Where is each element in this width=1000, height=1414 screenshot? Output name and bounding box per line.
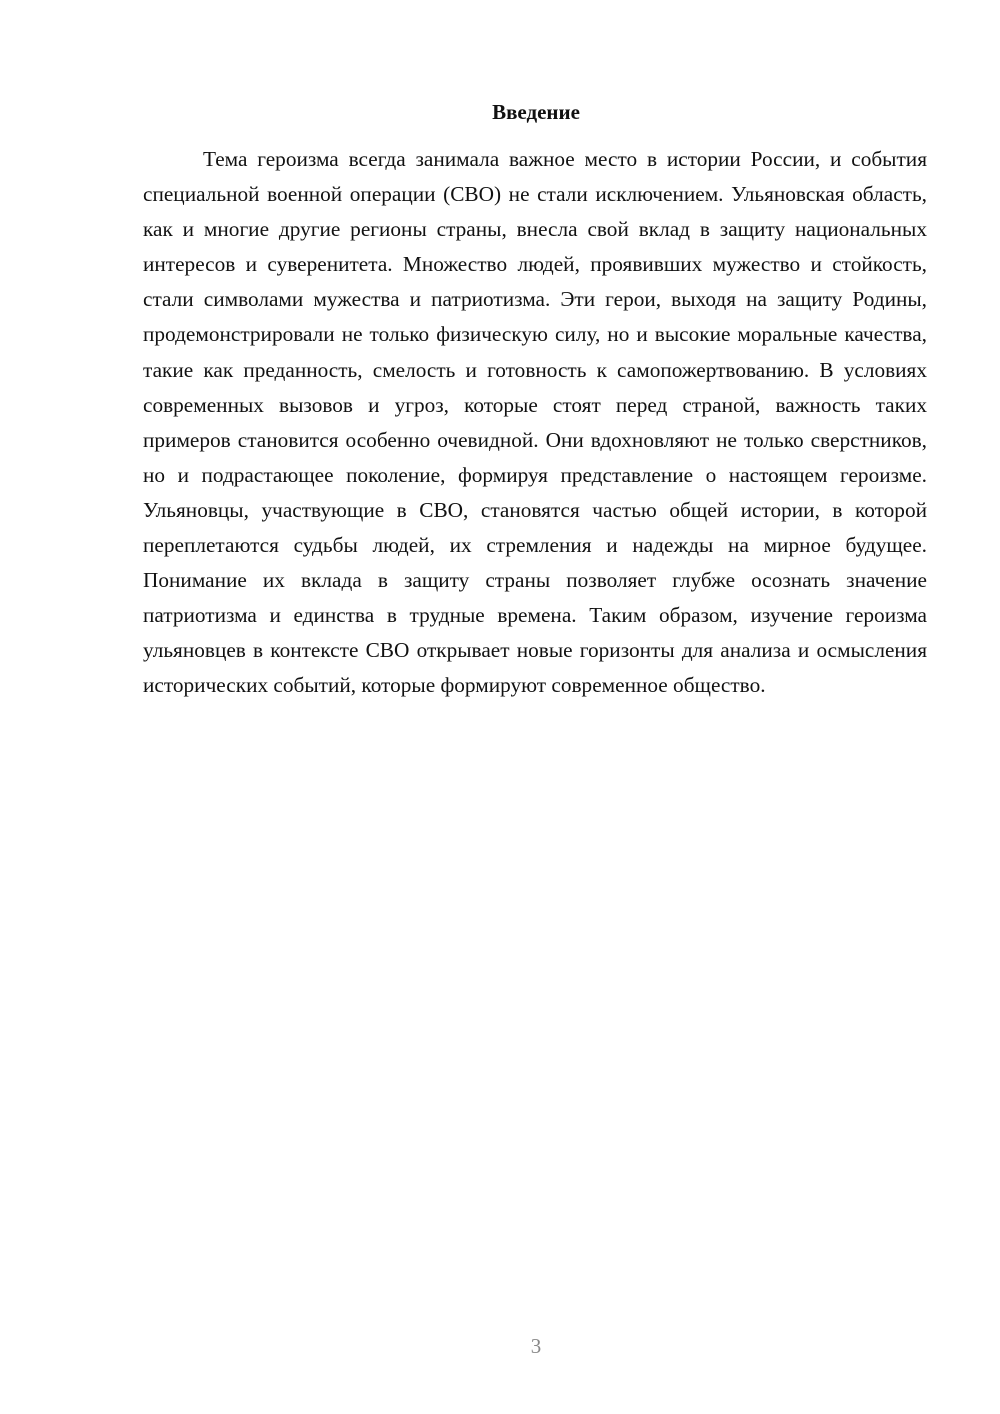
intro-paragraph: Тема героизма всегда занимала важное место в истории России, и события специальной военной операции (СВО) не стали исключением. Ульяновская область, как и многие другие регионы страны, внесла свой вклад в защиту национальных интересов и суверенитета. Множество людей, проявивших мужество и стойкость, стали символами мужества и патриотизма. Эти герои, выходя на защиту Родины, продемонстрировали не только физическую силу, но и высокие моральные качества, такие как преданность, смелость и готовность к самопожертвованию. В условиях современных вызовов и угроз, которые стоят перед страной, важность таких примеров становится особенно очевидной. Они вдохновляют не только сверстников, но и подрастающее поколение, формируя представление о настоящем героизме. Ульяновцы, участвующие в СВО, становятся частью общей истории, в которой переплетаются судьбы людей, их стремления и надежды на мирное будущее. Понимание их вклада в защиту страны позволяет глубже осознать значение патриотизма и единства в трудные времена. Таким образом, изучение героизма ульяновцев в контексте СВО открывает новые горизонты для анализа и осмысления исторических событий, которые формируют современное общество.	[143, 147, 927, 698]
page-number: 3	[530, 1334, 542, 1358]
section-heading: Введение	[492, 100, 580, 124]
